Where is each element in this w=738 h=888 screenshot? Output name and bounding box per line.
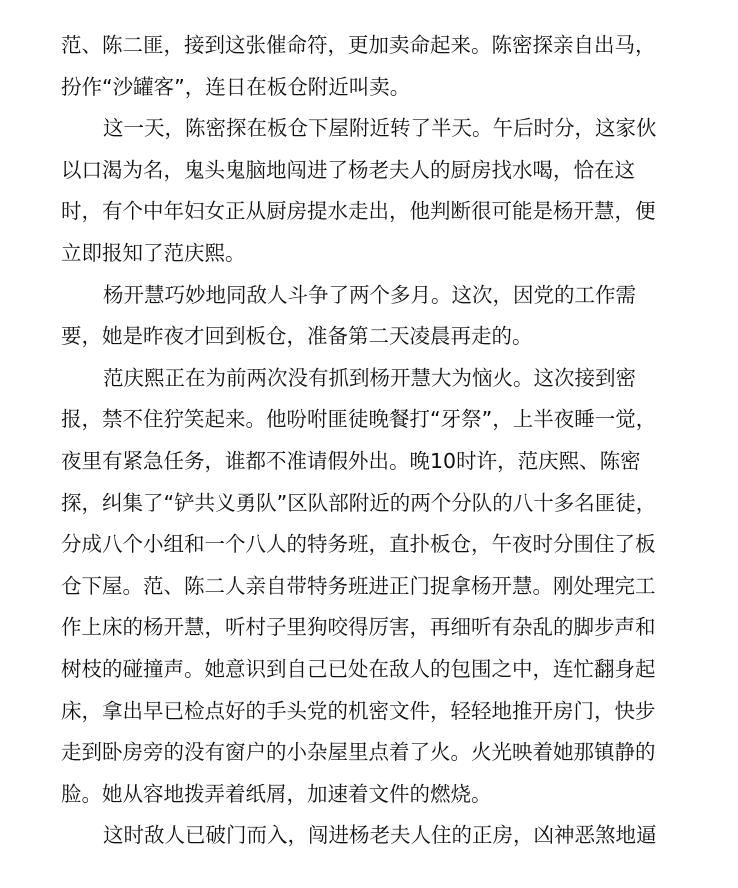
text-line: 范庆熙正在为前两次没有抓到杨开慧大为恼火。这次接到密 <box>103 365 636 390</box>
paragraph-4 <box>61 358 674 816</box>
text-line: 时，有个中年妇女正从厨房提水走出，他判断很可能是杨开慧，便 <box>61 199 656 224</box>
paragraph-3 <box>61 275 674 358</box>
text-line: 立即报知了范庆熙。 <box>61 240 246 265</box>
text-line: 这一天，陈密探在板仓下屋附近转了半天。午后时分，这家伙 <box>103 116 657 141</box>
text-line: 分成八个小组和一个八人的特务班，直扑板仓，午夜时分围住了板 <box>61 532 656 557</box>
text-line: 树枝的碰撞声。她意识到自己已处在敌人的包围之中，连忙翻身起 <box>61 656 656 681</box>
text-line: 走到卧房旁的没有窗户的小杂屋里点着了火。火光映着她那镇静的 <box>61 740 656 765</box>
text-line: 扮作“沙罐客”，连日在板仓附近叫卖。 <box>61 74 411 99</box>
text-line: 杨开慧巧妙地同敌人斗争了两个多月。这次，因党的工作需 <box>103 282 636 307</box>
paragraph-1 <box>61 25 674 108</box>
paragraph-2 <box>61 108 674 274</box>
text-line: 脸。她从容地拨弄着纸屑，加速着文件的燃烧。 <box>61 781 492 806</box>
text-line: 这时敌人已破门而入，闯进杨老夫人住的正房，凶神恶煞地逼 <box>103 823 657 848</box>
text-line: 仓下屋。范、陈二人亲自带特务班进正门捉拿杨开慧。刚处理完工 <box>61 573 656 598</box>
body-text <box>61 25 674 857</box>
paragraph-5 <box>61 815 674 857</box>
text-line: 作上床的杨开慧，听村子里狗咬得厉害，再细听有杂乱的脚步声和 <box>61 615 656 640</box>
text-line: 探，纠集了“铲共义勇队”区队部附近的两个分队的八十多名匪徒， <box>61 490 657 515</box>
text-line: 床，拿出早已检点好的手头党的机密文件，轻轻地推开房门，快步 <box>61 698 656 723</box>
text-line: 报，禁不住狞笑起来。他吩咐匪徒晚餐打“牙祭”，上半夜睡一觉， <box>61 407 657 432</box>
text-line: 要，她是昨夜才回到板仓，准备第二天凌晨再走的。 <box>61 324 533 349</box>
text-line: 范、陈二匪，接到这张催命符，更加卖命起来。陈密探亲自出马， <box>61 33 656 57</box>
text-line: 以口渴为名，鬼头鬼脑地闯进了杨老夫人的厨房找水喝，恰在这 <box>61 157 635 182</box>
text-line: 夜里有紧急任务，谁都不准请假外出。晚10时许，范庆熙、陈密 <box>61 448 641 473</box>
